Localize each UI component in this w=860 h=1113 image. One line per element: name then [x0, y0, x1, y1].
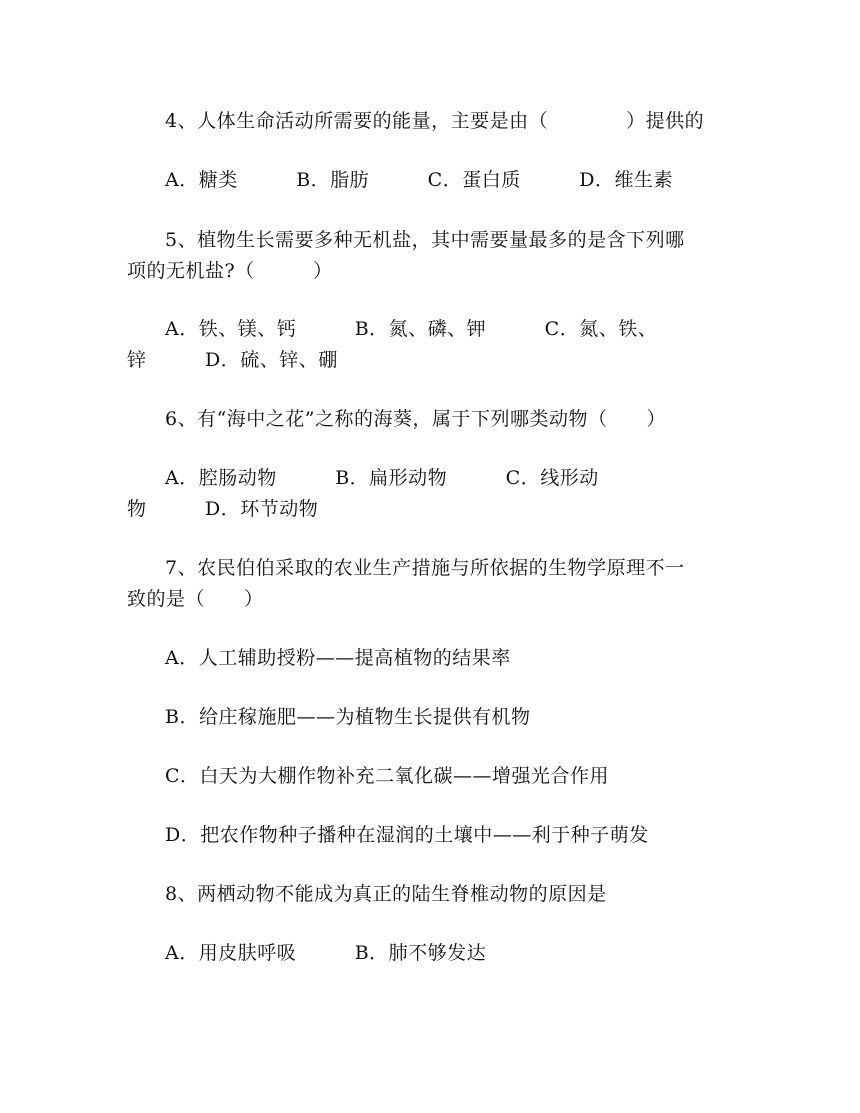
question-5-options-line-2: 锌 D．硫、锌、硼: [127, 349, 338, 371]
question-7-stem-line-1: 7、农民伯伯采取的农业生产措施与所依据的生物学原理不一: [165, 557, 685, 579]
question-8-stem: 8、两栖动物不能成为真正的陆生脊椎动物的原因是: [165, 883, 607, 905]
question-7-stem-line-2: 致的是（ ）: [127, 588, 264, 610]
question-5-options-line-1: A．铁、镁、钙 B．氮、磷、钾 C．氮、铁、: [165, 318, 658, 340]
question-8-options: A．用皮肤呼吸 B．肺不够发达: [165, 942, 487, 964]
question-6-stem: 6、有“海中之花”之称的海葵，属于下列哪类动物（ ）: [165, 408, 667, 430]
question-4-options: A．糖类 B．脂肪 C．蛋白质 D．维生素: [165, 169, 673, 191]
question-7-option-c: C．白天为大棚作物补充二氧化碳——增强光合作用: [165, 765, 610, 787]
question-4-stem: 4、人体生命活动所需要的能量，主要是由（ ）提供的: [165, 110, 705, 132]
question-6-options-line-2: 物 D．环节动物: [127, 498, 319, 520]
question-5-stem-line-2: 项的无机盐?（ ）: [127, 260, 333, 282]
question-5-stem-line-1: 5、植物生长需要多种无机盐，其中需要量最多的是含下列哪: [165, 229, 685, 251]
question-6-options-line-1: A．腔肠动物 B．扁形动物 C．线形动: [165, 467, 599, 489]
question-7-option-d: D．把农作物种子播种在湿润的土壤中——利于种子萌发: [165, 824, 649, 846]
question-7-option-b: B．给庄稼施肥——为植物生长提供有机物: [165, 706, 531, 728]
question-7-option-a: A．人工辅助授粉——提高植物的结果率: [165, 647, 511, 669]
